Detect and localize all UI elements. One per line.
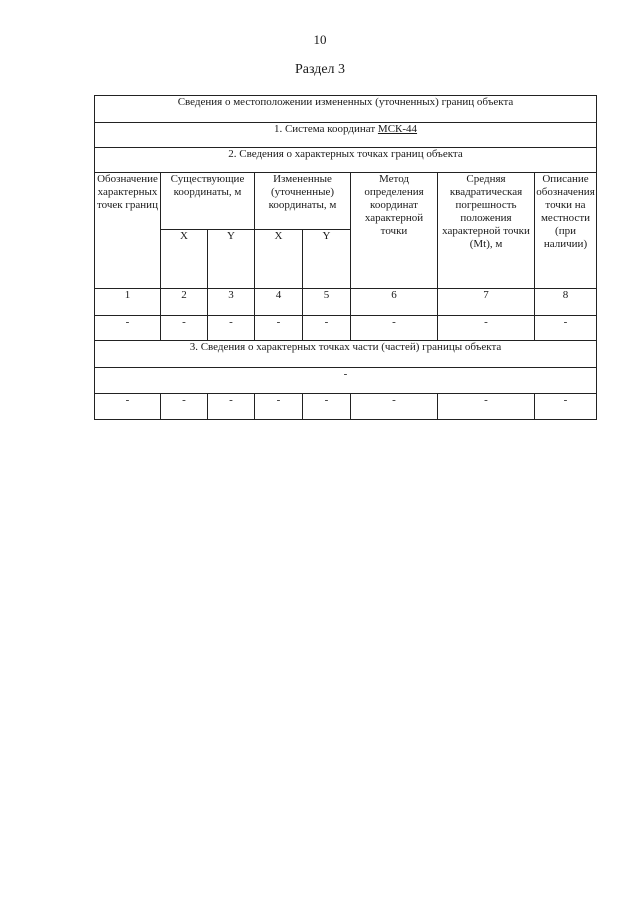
- header-existing: Существующие координаты, м: [161, 173, 255, 230]
- header-description: Описание обозначения точки на местности (при наличии): [535, 173, 597, 289]
- table-cell: -: [161, 394, 208, 420]
- coord-system-value: МСК-44: [377, 123, 418, 135]
- table-cell: -: [351, 394, 438, 420]
- column-number: 8: [535, 289, 597, 316]
- column-number: 7: [438, 289, 535, 316]
- coord-system-label: 1. Система координат: [273, 123, 376, 135]
- table-cell: -: [208, 316, 255, 341]
- table-cell: -: [161, 316, 208, 341]
- page-number: 10: [313, 32, 327, 47]
- table-cell: -: [351, 316, 438, 341]
- header-changed-x: X: [255, 230, 303, 289]
- table-title: Сведения о местоположении измененных (уточненных) границ объекта: [95, 96, 597, 123]
- boundary-table: [94, 95, 597, 420]
- column-number: 5: [303, 289, 351, 316]
- header-error: Средняя квадратическая погрешность положения характерной точки (Mt), м: [438, 173, 535, 289]
- section-title: Раздел 3: [294, 62, 346, 77]
- coord-system-cell: [95, 123, 597, 148]
- table-cell: -: [535, 394, 597, 420]
- coord-system-row: [95, 123, 597, 148]
- part-data-row: [95, 394, 597, 420]
- column-number: 6: [351, 289, 438, 316]
- column-number: 1: [95, 289, 161, 316]
- part-subrow: [95, 368, 597, 394]
- column-number: 3: [208, 289, 255, 316]
- table-cell: -: [438, 316, 535, 341]
- column-header-row: [95, 173, 597, 230]
- part-heading: 3. Сведения о характерных точках части (частей) границы объекта: [95, 341, 597, 368]
- part-subrow-cell: -: [95, 368, 597, 394]
- part-heading-row: [95, 341, 597, 368]
- table-cell: -: [255, 316, 303, 341]
- table-cell: -: [535, 316, 597, 341]
- header-changed-y: Y: [303, 230, 351, 289]
- table-cell: -: [208, 394, 255, 420]
- table-cell: -: [95, 316, 161, 341]
- points-heading-row: [95, 148, 597, 173]
- table-cell: -: [303, 394, 351, 420]
- table-cell: -: [303, 316, 351, 341]
- column-number-row: [95, 289, 597, 316]
- column-number: 4: [255, 289, 303, 316]
- points-heading: 2. Сведения о характерных точках границ объекта: [95, 148, 597, 173]
- header-existing-y: Y: [208, 230, 255, 289]
- table-title-row: [95, 96, 597, 123]
- column-number: 2: [161, 289, 208, 316]
- table-cell: -: [438, 394, 535, 420]
- header-method: Метод определения координат характерной точки: [351, 173, 438, 289]
- points-data-row: [95, 316, 597, 341]
- header-existing-x: X: [161, 230, 208, 289]
- table-cell: -: [95, 394, 161, 420]
- header-designation: Обозначение характерных точек границ: [95, 173, 161, 289]
- header-changed: Измененные (уточненные) координаты, м: [255, 173, 351, 230]
- table-cell: -: [255, 394, 303, 420]
